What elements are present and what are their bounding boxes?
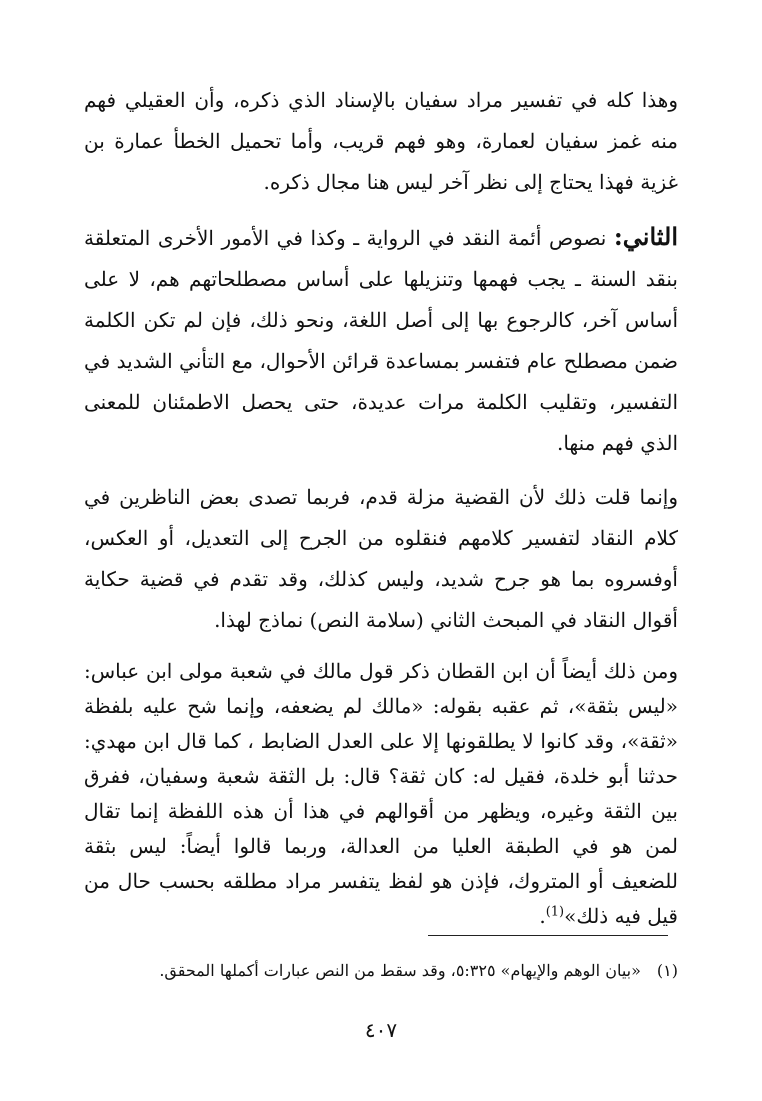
page-number: ٤٠٧: [364, 1018, 398, 1042]
paragraph-4-text: ومن ذلك أيضاً أن ابن القطان ذكر قول مالك في شعبة مولى ابن عباس: «ليس بثقة»، ثم عقبه بقوله: «مالك لم يضعفه، وإنما شح عليه بلفظة «ثقة»، وقد كانوا لا يطلقونها إلا على العدل الضابط ، كما قال ابن مهدي: حدثنا أبو خلدة، فقيل له: كان ثقة؟ قال: بل الثقة شعبة وسفيان، ففرق بين الثقة وغيره، ويظهر من أقوالهم في هذا أن هذه اللفظة إنما تقال لمن هو في الطبقة العليا من العدالة، وربما قالوا أيضاً: ليس بثقة للضعيف أو المتروك، فإذن هو لفظ يتفسر مراد مطلقه بحسب حال من قيل فيه ذلك»: [84, 659, 678, 928]
paragraph-4-tail: .: [539, 904, 546, 928]
paragraph-3: [84, 477, 678, 641]
footnote: [84, 958, 678, 984]
paragraph-3-text: وإنما قلت ذلك لأن القضية مزلة قدم، فربما تصدى بعض الناظرين في كلام النقاد لتفسير كلامهم فنقلوه من الجرح إلى التعديل، أو العكس، أوفسروه بما هو جرح شديد، وليس كذلك، وقد تقدم في قضية حكاية أقوال النقاد في المبحث الثاني (سلامة النص) نماذج لهذا.: [84, 485, 678, 632]
main-text: [84, 80, 678, 934]
paragraph-1-text: وهذا كله في تفسير مراد سفيان بالإسناد الذي ذكره، وأن العقيلي فهم منه غمز سفيان لعمارة، وهو فهم قريب، وأما تحميل الخطأ عمارة بن غزية فهذا يحتاج إلى نظر آخر ليس هنا مجال ذكره.: [84, 88, 678, 194]
footnote-text: «بيان الوهم والإيهام» ٥:٣٢٥، وقد سقط من النص عبارات أكملها المحقق.: [159, 961, 641, 980]
footnote-reference[interactable]: (1): [545, 904, 565, 920]
paragraph-2-heading: الثاني:: [613, 222, 678, 251]
footnote-divider: [428, 935, 668, 936]
footnote-number: (١): [656, 961, 678, 980]
paragraph-2-text: نصوص أئمة النقد في الرواية ـ وكذا في الأمور الأخرى المتعلقة بنقد السنة ـ يجب فهمها وتنزيلها على أساس مصطلحاتهم هم، لا على أساس آخر، كالرجوع بها إلى أصل اللغة، ونحو ذلك، فإن لم تكن الكلمة ضمن مصطلح عام فتفسر بمساعدة قرائن الأحوال، مع التأني الشديد في التفسير، وتقليب الكلمة مرات عديدة، حتى يحصل الاطمئنان للمعنى الذي فهم منها.: [84, 226, 678, 455]
paragraph-2: [84, 216, 678, 464]
paragraph-4: [84, 654, 678, 934]
paragraph-1: [84, 80, 678, 203]
